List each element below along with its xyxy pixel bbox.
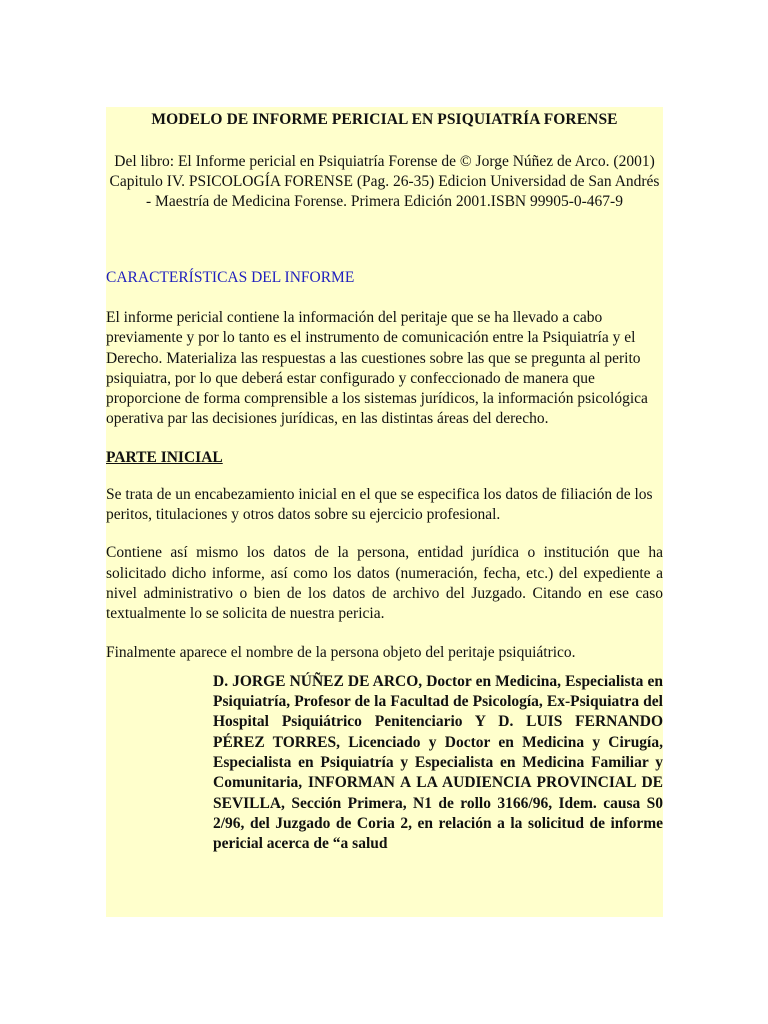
document-title: MODELO DE INFORME PERICIAL EN PSIQUIATRÍA FORENSE: [151, 111, 618, 128]
paragraph-datos-persona: Contiene así mismo los datos de la persona, entidad jurídica o institución que ha solicitado dicho informe, así como los datos (numeración, fecha, etc.) del expediente a nivel administrativo o bien de los datos de archivo del Juzgado. Citando en ese caso textualmente lo se solicita de nuestra pericia.: [106, 544, 663, 623]
subheading-parte-inicial: PARTE INICIAL: [106, 448, 223, 466]
quote-block-informan: D. JORGE NÚÑEZ DE ARCO, Doctor en Medicina, Especialista en Psiquiatría, Profesor de la Facultad de Psicología, Ex-Psiquiatra del Hospital Psiquiátrico Penitenciario Y D. LUIS FERNANDO PÉREZ TORRES, Licenciado y Doctor en Medicina y Cirugía, Especialista en Psiquiatría y Especialista en Medicina Familiar y Comunitaria, INFORMAN A LA AUDIENCIA PROVINCIAL DE SEVILLA, Sección Primera, N1 de rollo 3166/96, Idem. causa S0 2/96, del Juzgado de Coria 2, en relación a la solicitud de informe pericial acerca de “a salud: [213, 672, 663, 853]
document-content: [106, 107, 663, 917]
intro-paragraph: El informe pericial contiene la información del peritaje que se ha llevado a cabo previamente y por lo tanto es el instrumento de comunicación entre la Psiquiatría y el Derecho. Materializa las respuestas a las cuestiones sobre las que se pregunta al perito psiquiatra, por lo que deberá estar configurado y confeccionado de manera que proporcione de forma comprensible a los sistemas jurídicos, la información psicológica operativa par las decisiones jurídicas, en las distintas áreas del derecho.: [106, 309, 648, 428]
paragraph-nombre-persona: Finalmente aparece el nombre de la persona objeto del peritaje psiquiátrico.: [106, 643, 576, 661]
source-citation: Del libro: El Informe pericial en Psiquiatría Forense de © Jorge Núñez de Arco. (2001) Capitulo IV. PSICOLOGÍA FORENSE (Pag. 26-35) Edicion Universidad de San Andrés - Maestría de Medicina Forense. Primera Edición 2001.ISBN 99905-0-467-9: [109, 153, 660, 210]
paragraph-filiacion: Se trata de un encabezamiento inicial en el que se especifica los datos de filiación de los peritos, titulaciones y otros datos sobre su ejercicio profesional.: [106, 485, 653, 524]
section-title: CARACTERÍSTICAS DEL INFORME: [106, 269, 355, 286]
